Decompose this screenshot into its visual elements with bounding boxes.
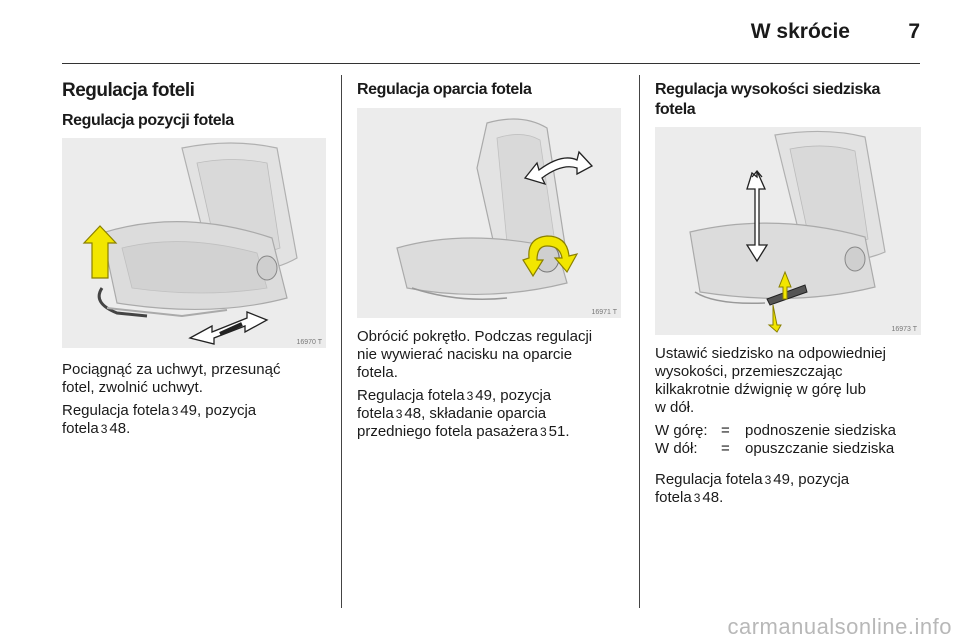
definition-row-down xyxy=(655,440,896,458)
section-heading-seats: Regulacja foteli xyxy=(62,80,195,101)
reference-arrow-icon: 3 xyxy=(764,473,772,487)
text-line xyxy=(62,420,256,438)
watermark-logo: carmanualsonline.info xyxy=(727,614,952,639)
figure-id: 16973 T xyxy=(891,326,917,333)
definition-desc: podnoszenie siedziska xyxy=(745,422,896,439)
seat-height-illustration xyxy=(655,127,921,335)
text-line xyxy=(357,405,570,423)
backrest-illustration xyxy=(357,108,621,318)
reference-arrow-icon: 3 xyxy=(395,407,403,421)
seat-position-illustration xyxy=(62,138,326,348)
text-line xyxy=(357,387,570,405)
text-line: w dół. xyxy=(655,399,695,416)
text-line: nie wywierać nacisku na oparcie xyxy=(357,346,573,363)
ref-link[interactable]: 48. xyxy=(702,489,724,506)
text-line xyxy=(655,489,849,507)
seat-position-references xyxy=(62,402,256,438)
ref-link[interactable]: 51. xyxy=(548,423,570,440)
text-line: Pociągnąć za uchwyt, przesunąć xyxy=(62,361,281,378)
backrest-references xyxy=(357,387,570,441)
text-line: fotela. xyxy=(357,364,398,381)
text-line: Obrócić pokrętło. Podczas regulacji xyxy=(357,328,593,345)
reference-arrow-icon: 3 xyxy=(466,389,474,403)
ref-link[interactable]: 49, pozycja xyxy=(773,471,850,488)
ref-link[interactable]: 48, składanie oparcia xyxy=(404,405,547,422)
definition-term: W górę: xyxy=(655,422,708,439)
text-line: kilkakrotnie dźwignię w górę lub xyxy=(655,381,866,398)
seat-position-drawing xyxy=(62,138,326,348)
definition-equals: = xyxy=(721,440,730,457)
text-line xyxy=(62,402,256,420)
ref-text: fotela xyxy=(62,420,99,437)
page-header xyxy=(62,0,920,64)
section-heading-seat-height xyxy=(655,80,880,120)
definition-term: W dół: xyxy=(655,440,698,457)
reference-arrow-icon: 3 xyxy=(693,491,701,505)
text-line xyxy=(357,423,570,441)
ref-link[interactable]: 49, pozycja xyxy=(475,387,552,404)
ref-link[interactable]: 49, pozycja xyxy=(180,402,257,419)
column-divider xyxy=(639,75,640,608)
page-number: 7 xyxy=(908,20,920,43)
text-line: fotel, zwolnić uchwyt. xyxy=(62,379,203,396)
column-divider xyxy=(341,75,342,608)
ref-text: fotela xyxy=(357,405,394,422)
heading-line: fotela xyxy=(655,101,696,118)
header-title: W skrócie xyxy=(750,20,850,43)
seat-position-instruction xyxy=(62,361,280,397)
ref-text: fotela xyxy=(655,489,692,506)
subheading-seat-position: Regulacja pozycji fotela xyxy=(62,112,234,129)
figure-id: 16970 T xyxy=(296,339,322,346)
figure-id: 16971 T xyxy=(591,309,617,316)
ref-text: przedniego fotela pasażera xyxy=(357,423,538,440)
reference-arrow-icon: 3 xyxy=(100,422,108,436)
text-line: wysokości, przemieszczając xyxy=(655,363,843,380)
backrest-drawing xyxy=(357,108,621,318)
ref-text: Regulacja fotela xyxy=(62,402,170,419)
definition-equals: = xyxy=(721,422,730,439)
seat-height-drawing xyxy=(655,127,921,335)
definition-desc: opuszczanie siedziska xyxy=(745,440,895,457)
ref-link[interactable]: 48. xyxy=(109,420,131,437)
reference-arrow-icon: 3 xyxy=(171,404,179,418)
text-line: Ustawić siedzisko na odpowiedniej xyxy=(655,345,886,362)
definition-row-up xyxy=(655,422,896,440)
text-line xyxy=(655,471,849,489)
section-heading-backrest: Regulacja oparcia fotela xyxy=(357,81,532,98)
reference-arrow-icon: 3 xyxy=(539,425,547,439)
seat-height-instruction xyxy=(655,345,886,417)
heading-line: Regulacja wysokości siedziska xyxy=(655,81,880,98)
ref-text: Regulacja fotela xyxy=(357,387,465,404)
ref-text: Regulacja fotela xyxy=(655,471,763,488)
backrest-instruction xyxy=(357,328,592,382)
seat-height-references xyxy=(655,471,849,507)
height-definitions xyxy=(655,422,896,458)
